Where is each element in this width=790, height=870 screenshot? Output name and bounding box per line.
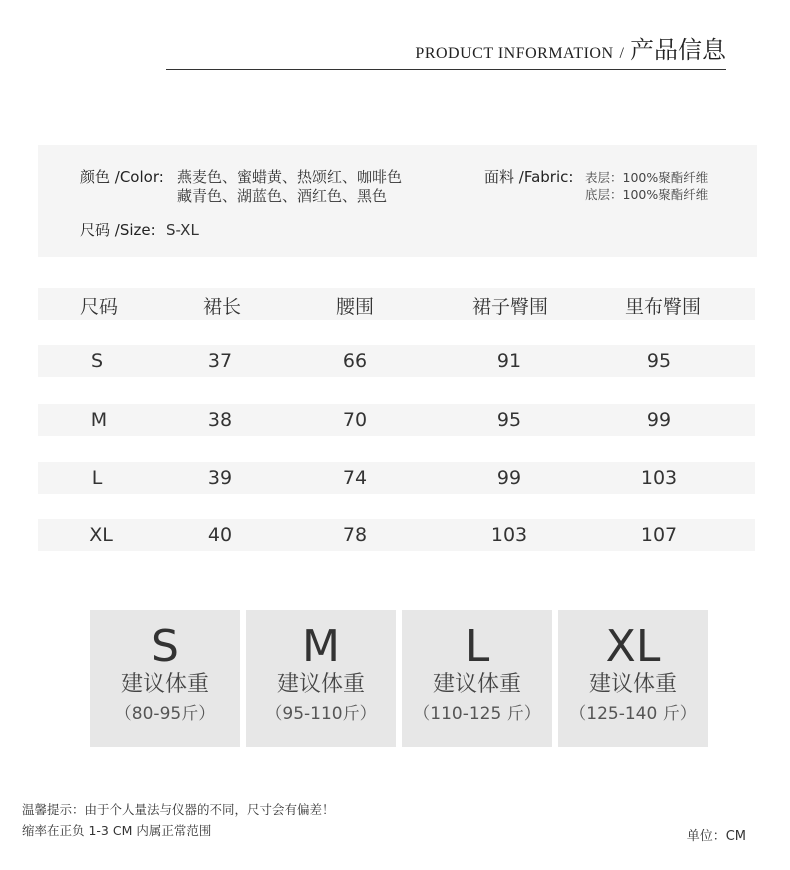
table-cell: 66 (342, 350, 368, 372)
table-cell: L (91, 467, 103, 489)
table-cell: 99 (496, 467, 522, 489)
card-title: 建议体重 (276, 672, 365, 697)
header-title-cn: 产品信息 (630, 36, 726, 64)
table-cell: 103 (490, 524, 528, 546)
table-cell: 74 (342, 467, 368, 489)
table-cell: S (90, 350, 104, 372)
weight-card-m (246, 610, 396, 747)
table-cell: 99 (646, 409, 672, 431)
table-cell: 91 (496, 350, 522, 372)
card-weight-range: （95-110斤） (265, 704, 377, 724)
card-weight-range: （125-140 斤） (569, 704, 697, 724)
card-title: 建议体重 (588, 672, 677, 697)
unit-label: 单位：CM (686, 829, 746, 844)
header-title-en: PRODUCT INFORMATION (415, 45, 614, 62)
table-cell: 78 (342, 524, 368, 546)
table-header: 裙长 (202, 296, 242, 318)
table-cell: XL (89, 524, 113, 546)
table-cell: 37 (207, 350, 233, 372)
table-header: 腰围 (335, 296, 375, 318)
header-separator: / (619, 45, 624, 62)
card-size: S (151, 621, 179, 672)
color-label: 颜色 /Color: (80, 168, 164, 186)
weight-card-s (90, 610, 240, 747)
header-divider (166, 69, 726, 70)
shrinkage-note: 缩率在正负 1-3 CM 内属正常范围 (22, 823, 212, 838)
table-header: 尺码 (79, 296, 119, 318)
fabric-outer: 表层：100%聚酯纤维 (585, 170, 709, 185)
table-cell: 38 (207, 409, 233, 431)
product-info-panel (38, 145, 757, 257)
card-size: M (302, 621, 340, 672)
size-range-value: S-XL (166, 221, 199, 239)
table-cell: 103 (640, 467, 678, 489)
table-cell: 40 (207, 524, 233, 546)
table-cell: 95 (646, 350, 672, 372)
card-weight-range: （80-95斤） (114, 704, 216, 724)
table-cell: M (90, 409, 108, 431)
color-values-line1: 燕麦色、蜜蜡黄、热颂红、咖啡色 (177, 168, 403, 186)
card-title: 建议体重 (120, 672, 209, 697)
card-size: L (464, 621, 490, 672)
fabric-lining: 底层：100%聚酯纤维 (585, 187, 709, 202)
table-header: 裙子臀围 (471, 296, 549, 318)
card-weight-range: （110-125 斤） (413, 704, 541, 724)
table-cell: 70 (342, 409, 368, 431)
card-title: 建议体重 (432, 672, 521, 697)
table-cell: 95 (496, 409, 522, 431)
weight-card-xl (558, 610, 708, 747)
page-header (415, 30, 726, 65)
card-size: XL (605, 621, 661, 672)
table-cell: 39 (207, 467, 233, 489)
weight-card-l (402, 610, 552, 747)
measurement-note: 温馨提示：由于个人量法与仪器的不同，尺寸会有偏差！ (22, 802, 335, 817)
table-cell: 107 (640, 524, 678, 546)
size-label: 尺码 /Size: (80, 221, 156, 239)
fabric-label: 面料 /Fabric: (484, 168, 574, 186)
color-values-line2: 藏青色、湖蓝色、酒红色、黑色 (177, 187, 388, 205)
table-header: 里布臀围 (624, 296, 702, 318)
